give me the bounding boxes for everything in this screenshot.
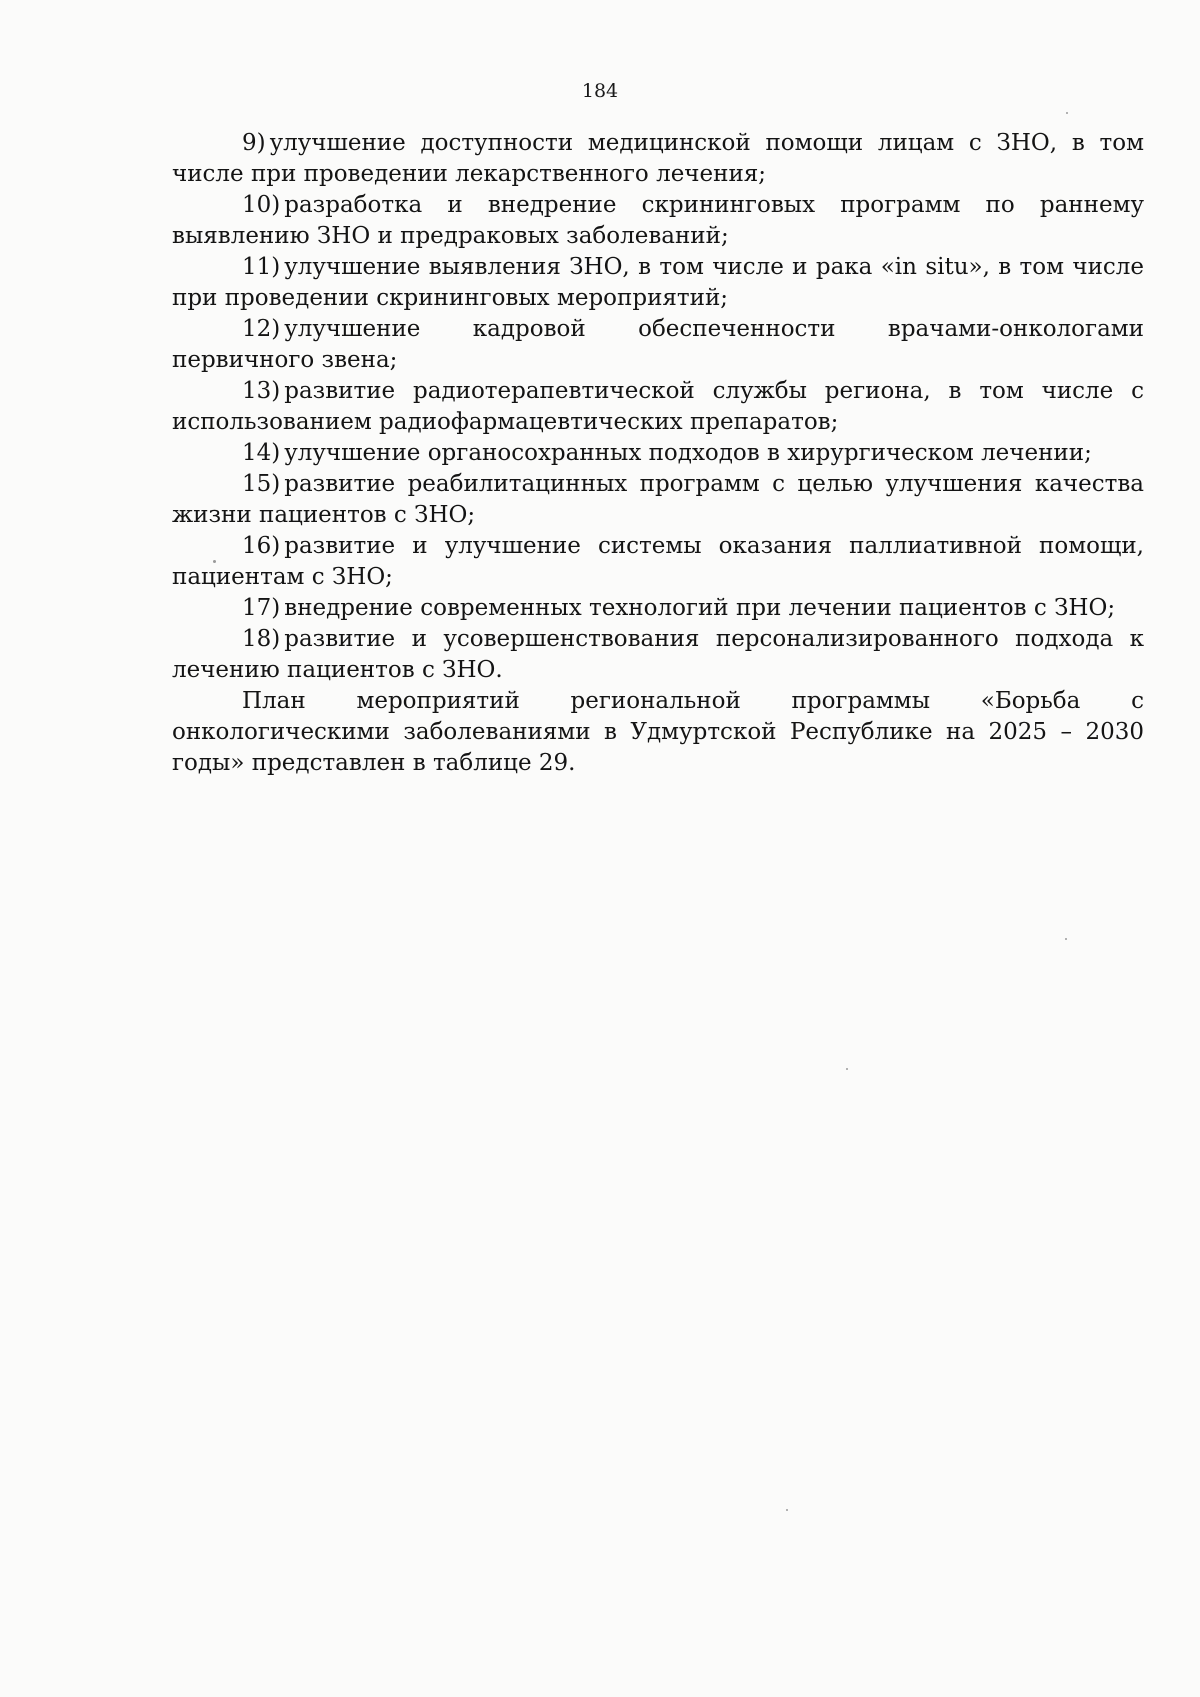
list-item-number: 10) xyxy=(242,192,281,218)
list-item-text: улучшение выявления ЗНО, в том числе и рака «in situ», в том числе при проведении скрининговых мероприятий; xyxy=(172,254,1144,311)
list-item-number: 18) xyxy=(242,626,281,652)
list-item-text: разработка и внедрение скрининговых программ по раннему выявлению ЗНО и предраковых заболеваний; xyxy=(172,192,1144,249)
list-item-number: 16) xyxy=(242,533,281,559)
scan-speck xyxy=(1066,112,1068,114)
list-item-number: 11) xyxy=(242,254,281,280)
closing-paragraph: План мероприятий региональной программы «Борьба с онкологическими заболеваниями в Удмуртской Республике на 2025 – 2030 годы» представлен в таблице 29. xyxy=(172,688,1144,776)
list-item-text: развитие и улучшение системы оказания паллиативной помощи, пациентам с ЗНО; xyxy=(172,533,1144,590)
list-item xyxy=(172,252,1144,314)
list-item xyxy=(172,593,1144,624)
page-number: 184 xyxy=(581,80,619,102)
document-body xyxy=(172,128,1144,779)
list-item xyxy=(172,624,1144,686)
list-item xyxy=(172,531,1144,593)
list-item xyxy=(172,314,1144,376)
scan-speck xyxy=(786,1509,788,1511)
list-item-number: 14) xyxy=(242,440,281,466)
list-item xyxy=(172,190,1144,252)
list-item-number: 12) xyxy=(242,316,281,342)
list-item-text: развитие радиотерапевтической службы региона, в том числе с использованием радиофармацевтических препаратов; xyxy=(172,378,1144,435)
list-item-text: улучшение кадровой обеспеченности врачами-онкологами первичного звена; xyxy=(172,316,1144,373)
list-item-text: улучшение органосохранных подходов в хирургическом лечении; xyxy=(284,440,1092,466)
list-item-text: улучшение доступности медицинской помощи лицам с ЗНО, в том числе при проведении лекарственного лечения; xyxy=(172,130,1144,187)
list-item xyxy=(172,469,1144,531)
list-item xyxy=(172,128,1144,190)
list-item xyxy=(172,438,1144,469)
list-item xyxy=(172,376,1144,438)
list-item-text: внедрение современных технологий при лечении пациентов с ЗНО; xyxy=(284,595,1116,621)
list-item-text: развитие реабилитацинных программ с целью улучшения качества жизни пациентов с ЗНО; xyxy=(172,471,1144,528)
list-item-number: 15) xyxy=(242,471,281,497)
list-item-text: развитие и усовершенствования персонализированного подхода к лечению пациентов с ЗНО. xyxy=(172,626,1144,683)
scan-speck xyxy=(1065,938,1067,940)
scan-speck xyxy=(213,560,216,563)
scan-speck xyxy=(846,1068,848,1070)
list-item-number: 9) xyxy=(242,130,266,156)
list-item-number: 17) xyxy=(242,595,281,621)
list-item-number: 13) xyxy=(242,378,281,404)
